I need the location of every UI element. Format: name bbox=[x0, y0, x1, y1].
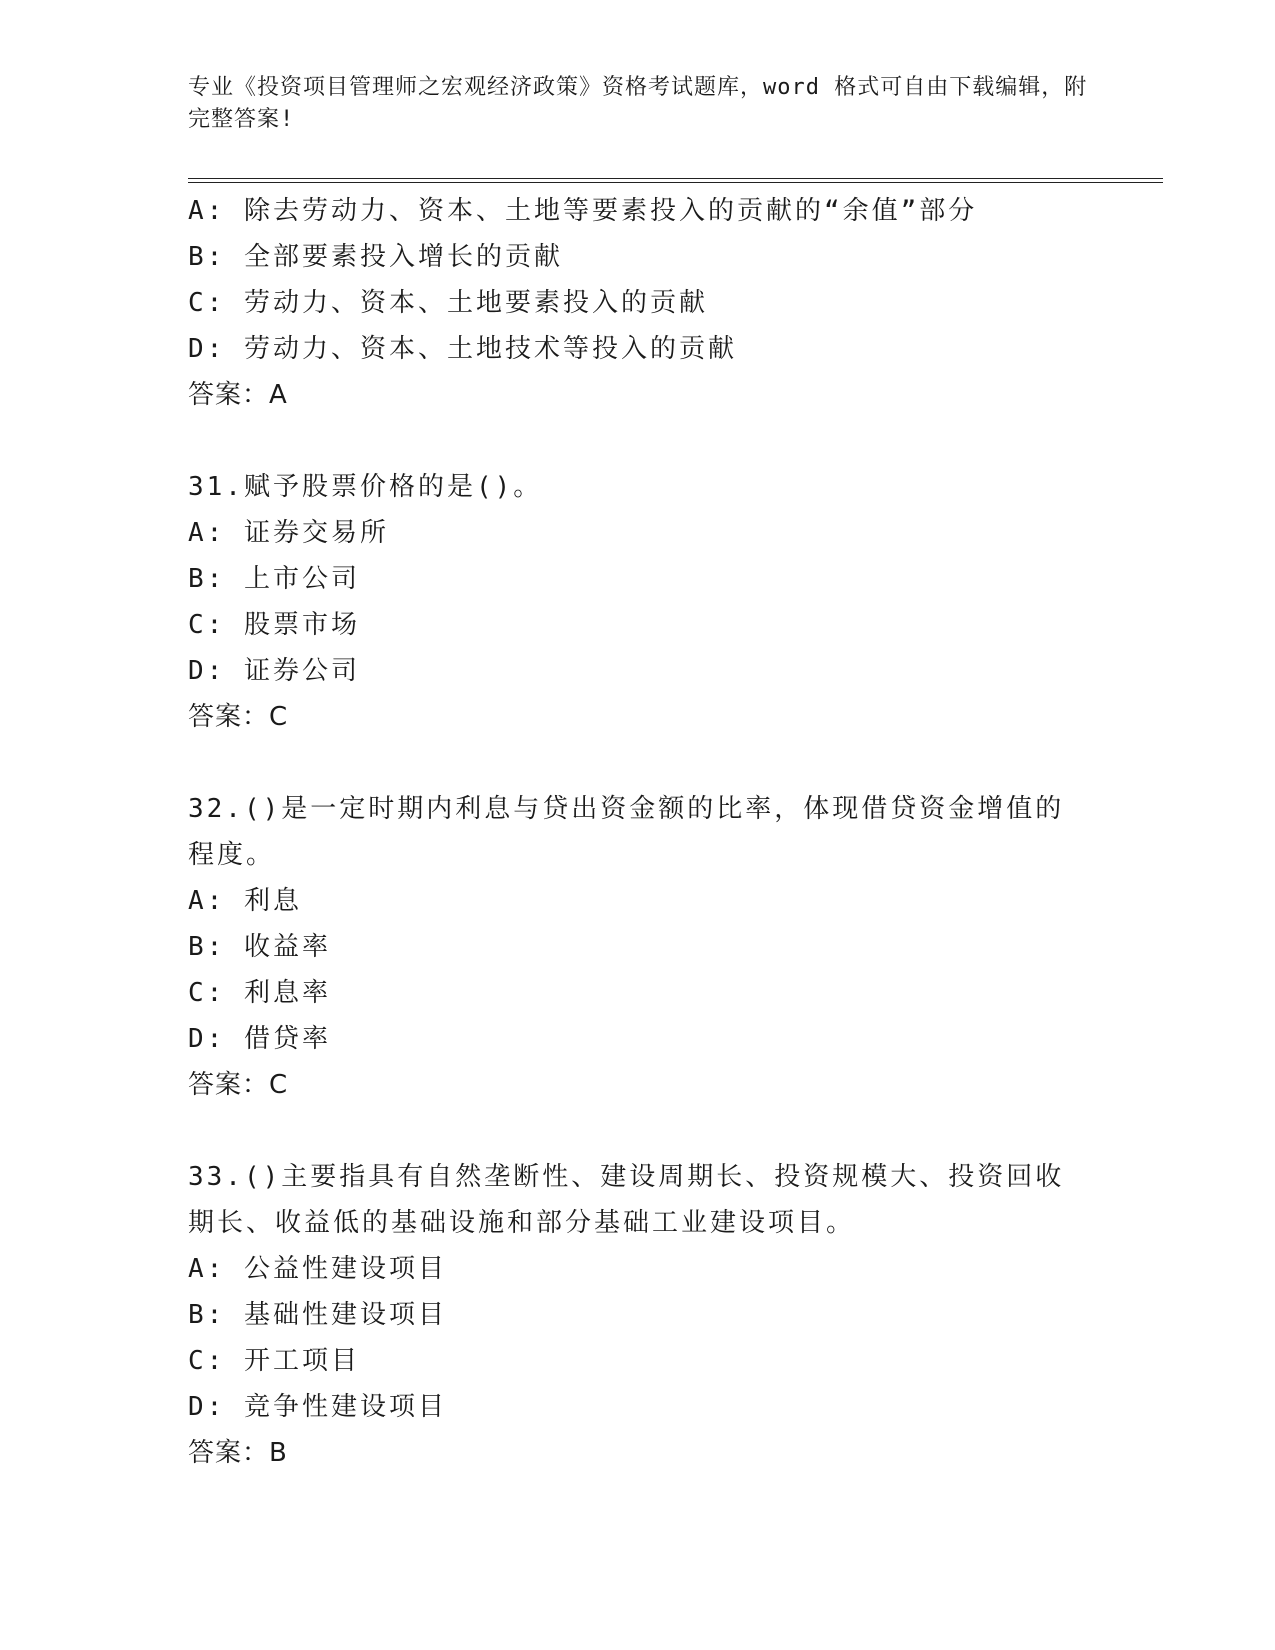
option-d: D: 借贷率 bbox=[188, 1024, 331, 1054]
option-a: A: 公益性建设项目 bbox=[188, 1254, 447, 1284]
question-list bbox=[188, 188, 1088, 1476]
option-a: A: 证券交易所 bbox=[188, 518, 389, 548]
question-block-32 bbox=[188, 786, 1088, 1108]
option-b: B: 基础性建设项目 bbox=[188, 1300, 447, 1330]
header-rule-top bbox=[188, 178, 1163, 179]
option-b: B: 收益率 bbox=[188, 932, 331, 962]
option-d: D: 竞争性建设项目 bbox=[188, 1392, 447, 1422]
spacer bbox=[188, 740, 1088, 786]
question-text: 33.()主要指具有自然垄断性、建设周期长、投资规模大、投资回收期长、收益低的基础设施和部分基础工业建设项目。 bbox=[188, 1162, 1065, 1238]
option-d: D: 证券公司 bbox=[188, 656, 360, 686]
question-block-33 bbox=[188, 1154, 1088, 1476]
option-a: A: 利息 bbox=[188, 886, 302, 916]
answer-line: 答案：B bbox=[188, 1438, 288, 1468]
spacer bbox=[188, 418, 1088, 464]
option-c: C: 开工项目 bbox=[188, 1346, 360, 1376]
answer-line: 答案：C bbox=[188, 702, 289, 732]
option-d: D: 劳动力、资本、土地技术等投入的贡献 bbox=[188, 334, 737, 364]
question-text: 31.赋予股票价格的是()。 bbox=[188, 472, 543, 502]
spacer bbox=[188, 1108, 1088, 1154]
answer-line: 答案：A bbox=[188, 380, 288, 410]
option-b: B: 全部要素投入增长的贡献 bbox=[188, 242, 563, 272]
question-block-31 bbox=[188, 464, 1088, 740]
question-block-prev bbox=[188, 188, 1088, 418]
option-a: A: 除去劳动力、资本、土地等要素投入的贡献的“余值”部分 bbox=[188, 196, 978, 226]
question-text: 32.()是一定时期内利息与贷出资金额的比率，体现借贷资金增值的程度。 bbox=[188, 794, 1065, 870]
option-c: C: 股票市场 bbox=[188, 610, 360, 640]
option-c: C: 劳动力、资本、土地要素投入的贡献 bbox=[188, 288, 708, 318]
header-rule-bottom bbox=[188, 182, 1163, 183]
option-b: B: 上市公司 bbox=[188, 564, 360, 594]
option-c: C: 利息率 bbox=[188, 978, 331, 1008]
document-header: 专业《投资项目管理师之宏观经济政策》资格考试题库，word 格式可自由下载编辑，附完整答案! bbox=[188, 75, 1088, 132]
answer-line: 答案：C bbox=[188, 1070, 289, 1100]
